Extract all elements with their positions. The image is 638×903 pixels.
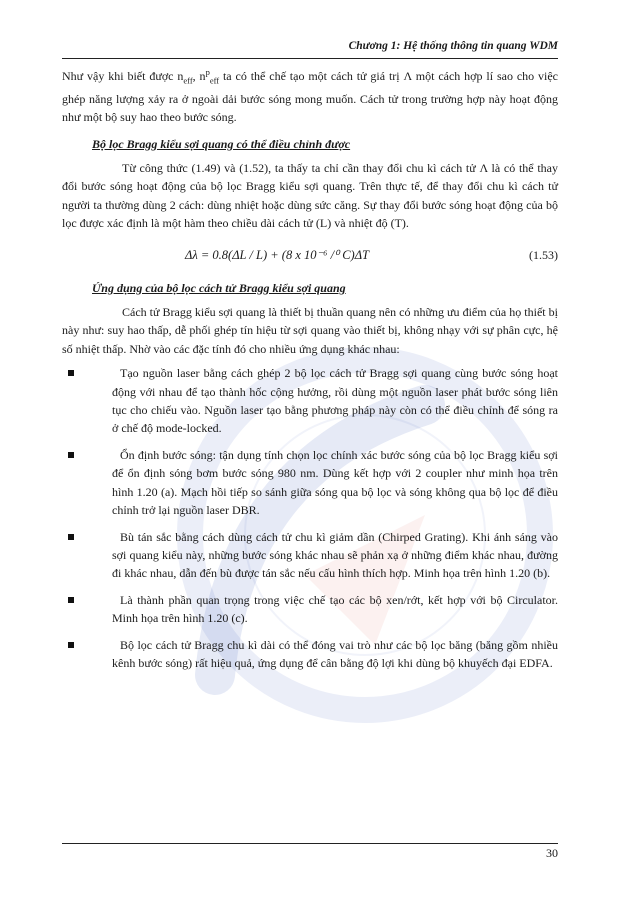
applications-list [62,364,558,672]
square-bullet-icon [68,597,74,603]
intro-text-3: ta có thể chế tạo một cách tử giá trị Λ một cách hợp lí sao cho việc ghép năng lượng xảy ra ở ngoài dải bước sóng mong muốn. Cách tử trong trường hợp này hoạt động như một bộ suy hao theo bước sóng. [62,69,559,125]
list-item [62,636,558,673]
section-heading-tunable-text: Bộ lọc Bragg kiểu sợi quang có thể điều chỉnh được [92,136,351,151]
intro-paragraph [62,63,558,127]
intro-text-1: Như vậy khi biết được n [62,69,184,83]
list-item-text: Bù tán sắc bằng cách dùng cách tử chu kì giảm dần (Chirped Grating). Khi ánh sáng vào sợi quang kiểu này, những bước sóng khác nhau sẽ phản xạ ở những điểm khác nhau, đường đi khác nhau, dẫn đến bù được tán sắc nếu cấu hình thích hợp. Minh họa trên hình 1.20 (b). [112,529,558,581]
list-item [62,364,558,438]
section1-paragraph: Từ công thức (1.49) và (1.52), ta thấy ta chỉ cần thay đổi chu kì cách tử Λ là có thể thay đổi bước sóng hoạt động của bộ lọc Bragg kiểu sợi quang. Trên thực tế, để thay đổi chu kì cách tử người ta thường dùng 2 cách: dùng nhiệt hoặc dùng sức căng. Sự thay đổi bước sóng hoạt động của bộ lọc được xác định là một hàm theo chiều dài cách tử (L) và nhiệt độ (T). [62,161,558,231]
square-bullet-icon [68,534,74,540]
footer-divider [62,843,558,844]
header-divider [62,58,558,59]
page-number: 30 [546,846,558,860]
list-item-text: Ổn định bước sóng: tận dụng tính chọn lọc chính xác bước sóng của bộ lọc Bragg kiểu sợi để ổn định sóng bơm bước sóng 980 nm. Dùng kết hợp với 2 coupler như minh họa trên hình 1.20 (a). Mạch hồi tiếp so sánh giữa sóng qua bộ lọc và sóng không qua bộ lọc để điều chỉnh trở lại nguồn laser DBR. [112,447,558,518]
intro-sub-2: eff [209,75,220,86]
list-item-text: Bộ lọc cách tử Bragg chu kì dài có thể đóng vai trò như các bộ lọc băng (băng gồm nhiều kênh bước sóng) rất hiệu quả, ứng dụng để cân bằng độ lợi khi dùng bộ khuyếch đại EDFA. [112,637,558,670]
list-item [62,446,558,520]
formula-expression: Δλ = 0.8(ΔL / L) + (8 x 10⁻⁶ /⁰ C)ΔT [185,247,369,262]
section-heading-tunable [92,135,558,153]
list-item-text: Tạo nguồn laser bằng cách ghép 2 bộ lọc cách tử Bragg sợi quang cùng bước sóng hoạt động với nhau để tạo thành hốc cộng hưởng, rồi dùng một nguồn laser phát bước sóng liên tục cho chiếu vào. Nguồn laser tạo bằng phương pháp này còn có thể điều chỉnh để sóng ra ở chế độ mode-locked. [112,366,558,436]
square-bullet-icon [68,452,74,458]
chapter-header: Chương 1: Hệ thống thông tin quang WDM [348,40,558,52]
list-item [62,528,558,583]
section-heading-applications [92,279,558,297]
list-item [62,591,558,628]
list-item-text: Là thành phần quan trọng trong việc chế tạo các bộ xen/rớt, kết hợp với bộ Circulator. Minh họa trên hình 1.20 (c). [112,592,558,626]
intro-sup-2: p [205,67,210,77]
formula-1-53 [62,243,558,269]
intro-sub-1: eff [183,75,193,86]
square-bullet-icon [68,642,74,648]
intro-text-2: , n [192,69,206,83]
section2-paragraph: Cách tử Bragg kiểu sợi quang là thiết bị thuần quang nên có những ưu điểm của họ thiết bị này như: suy hao thấp, dễ phối ghép tín hiệu từ sợi quang vào thiết bị, không nhạy với sự phân cực, hệ số nhiệt thấp. Nhờ vào các đặc tính đó cho nhiều ứng dụng khác nhau: [62,305,558,356]
formula-number: (1.53) [529,247,558,262]
section-heading-applications-text: Ứng dụng của bộ lọc cách tử Bragg kiểu sợi quang [92,280,346,295]
page-content [62,63,558,680]
square-bullet-icon [68,370,74,376]
